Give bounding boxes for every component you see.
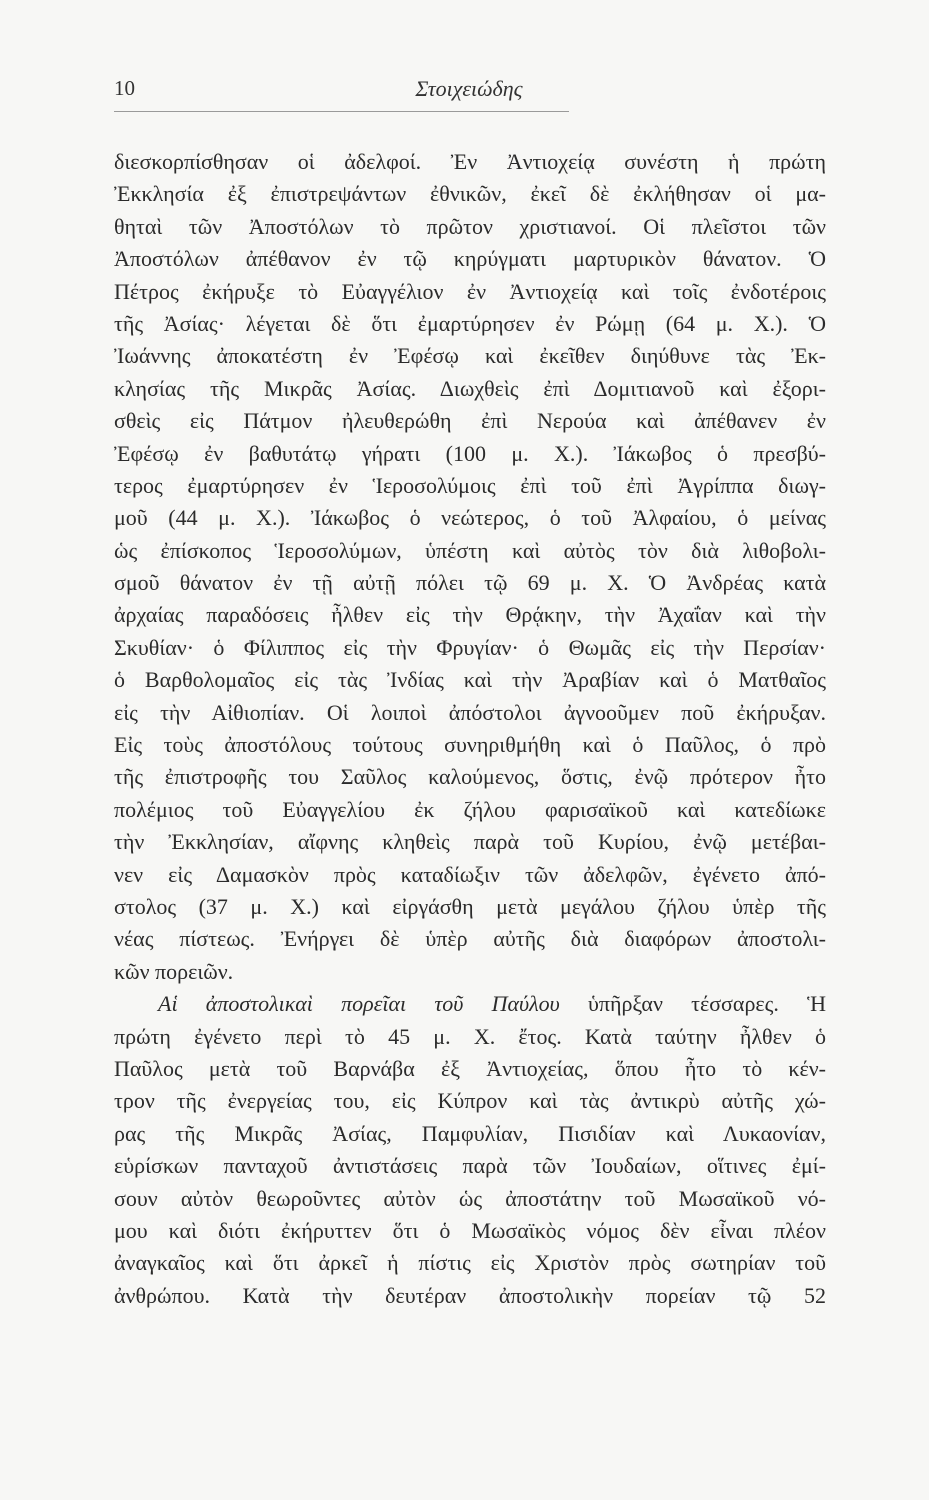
- text-line: σμοῦ θάνατον ἐν τῇ αὐτῇ πόλει τῷ 69 μ. Χ. Ὁ Ἀνδρέας κατὰ: [114, 570, 826, 596]
- page-number: 10: [114, 76, 135, 100]
- page-header: [114, 76, 824, 104]
- text-line: κῶν πορειῶν.: [114, 958, 234, 984]
- body-text: [114, 146, 826, 1312]
- text-span: ὑπῆρξαν τέσσαρες. Ἡ: [559, 991, 826, 1017]
- text-line: ρας τῆς Μικρᾶς Ἀσίας, Παμφυλίαν, Πισιδίαν καὶ Λυκαονίαν,: [114, 1120, 826, 1146]
- text-line: Ἐκκλησία ἐξ ἐπιστρεψάντων ἐθνικῶν, ἐκεῖ δὲ ἐκλήθησαν οἱ μα-: [114, 181, 826, 207]
- text-line: τὴν Ἐκκλησίαν, αἴφνης κληθεὶς παρὰ τοῦ Κυρίου, ἐνῷ μετέβαι-: [114, 829, 826, 855]
- text-line: νέας πίστεως. Ἐνήργει δὲ ὑπὲρ αὐτῆς διὰ διαφόρων ἀποστολι-: [114, 926, 826, 952]
- text-line: πολέμιος τοῦ Εὐαγγελίου ἐκ ζήλου φαρισαϊκοῦ καὶ κατεδίωκε: [114, 796, 826, 822]
- text-line: εἰς τὴν Αἰθιοπίαν. Οἱ λοιποὶ ἀπόστολοι ἀγνοοῦμεν ποῦ ἐκήρυξαν.: [114, 699, 826, 725]
- text-line: διεσκορπίσθησαν οἱ ἀδελφοί. Ἐν Ἀντιοχείᾳ συνέστη ἡ πρώτη: [114, 149, 826, 174]
- text-line: Εἰς τοὺς ἀποστόλους τούτους συνηριθμήθη καὶ ὁ Παῦλος, ὁ πρὸ: [114, 732, 826, 758]
- text-line: τερος ἐμαρτύρησεν ἐν Ἱεροσολύμοις ἐπὶ τοῦ ἐπὶ Ἀγρίππα διωγ-: [114, 472, 826, 498]
- text-line: ἀναγκαῖος καὶ ὅτι ἀρκεῖ ἡ πίστις εἰς Χριστὸν πρὸς σωτηρίαν τοῦ: [114, 1250, 826, 1276]
- text-line: σουν αὐτὸν θεωροῦντες αὐτὸν ὡς ἀποστάτην τοῦ Μωσαϊκοῦ νό-: [114, 1185, 826, 1211]
- paragraph-first-line: [114, 988, 826, 1020]
- text-line: εὑρίσκων πανταχοῦ ἀντιστάσεις παρὰ τῶν Ἰουδαίων, οἵτινες ἐμί-: [114, 1153, 826, 1179]
- text-line: Παῦλος μετὰ τοῦ Βαρνάβα ἐξ Ἀντιοχείας, ὅπου ἦτο τὸ κέν-: [114, 1055, 826, 1081]
- italic-phrase: Αἱ ἀποστολικαὶ πορεῖαι τοῦ Παύλου: [158, 991, 560, 1017]
- text-line: ἀρχαίας παραδόσεις ἦλθεν εἰς τὴν Θρᾴκην, τὴν Ἀχαΐαν καὶ τὴν: [114, 602, 826, 628]
- text-line: Ἐφέσῳ ἐν βαθυτάτῳ γήρατι (100 μ. Χ.). Ἰάκωβος ὁ πρεσβύ-: [114, 440, 826, 466]
- text-line: Πέτρος ἐκήρυξε τὸ Εὐαγγέλιον ἐν Ἀντιοχείᾳ καὶ τοῖς ἐνδοτέροις: [114, 278, 826, 304]
- header-rule: [114, 111, 569, 112]
- text-line: ἀνθρώπου. Κατὰ τὴν δευτέραν ἀποστολικὴν πορείαν τῷ 52: [114, 1282, 826, 1308]
- text-line: Σκυθίαν· ὁ Φίλιππος εἰς τὴν Φρυγίαν· ὁ Θωμᾶς εἰς τὴν Περσίαν·: [114, 634, 826, 660]
- text-line: μοῦ (44 μ. Χ.). Ἰάκωβος ὁ νεώτερος, ὁ τοῦ Ἀλφαίου, ὁ μείνας: [114, 505, 826, 531]
- running-title: Στοιχειώδης: [415, 76, 523, 101]
- text-line: πρώτη ἐγένετο περὶ τὸ 45 μ. Χ. ἔτος. Κατὰ ταύτην ἦλθεν ὁ: [114, 1023, 826, 1049]
- text-line: κλησίας τῆς Μικρᾶς Ἀσίας. Διωχθεὶς ἐπὶ Δομιτιανοῦ καὶ ἐξορι-: [114, 375, 826, 401]
- text-line: θηταὶ τῶν Ἀποστόλων τὸ πρῶτον χριστιανοί. Οἱ πλεῖστοι τῶν: [114, 213, 826, 239]
- text-line: μου καὶ διότι ἐκήρυττεν ὅτι ὁ Μωσαϊκὸς νόμος δὲν εἶναι πλέον: [114, 1217, 826, 1243]
- text-line: ὁ Βαρθολομαῖος εἰς τὰς Ἰνδίας καὶ τὴν Ἀραβίαν καὶ ὁ Ματθαῖος: [114, 667, 826, 693]
- text-line: τῆς Ἀσίας· λέγεται δὲ ὅτι ἐμαρτύρησεν ἐν Ρώμῃ (64 μ. Χ.). Ὁ: [114, 310, 826, 336]
- text-line: Ἰωάννης ἀποκατέστη ἐν Ἐφέσῳ καὶ ἐκεῖθεν διηύθυνε τὰς Ἐκ-: [114, 343, 826, 369]
- text-line: ὡς ἐπίσκοπος Ἱεροσολύμων, ὑπέστη καὶ αὐτὸς τὸν διὰ λιθοβολι-: [114, 537, 826, 563]
- text-line: τρον τῆς ἐνεργείας του, εἰς Κύπρον καὶ τὰς ἀντικρὺ αὐτῆς χώ-: [114, 1088, 826, 1114]
- text-line: τῆς ἐπιστροφῆς του Σαῦλος καλούμενος, ὅστις, ἐνῷ πρότερον ἦτο: [114, 764, 826, 790]
- text-line: σθεὶς εἰς Πάτμον ἠλευθερώθη ἐπὶ Νερούα καὶ ἀπέθανεν ἐν: [114, 408, 826, 434]
- text-line: Ἀποστόλων ἀπέθανον ἐν τῷ κηρύγματι μαρτυρικὸν θάνατον. Ὁ: [114, 246, 826, 272]
- text-line: νεν εἰς Δαμασκὸν πρὸς καταδίωξιν τῶν ἀδελφῶν, ἐγένετο ἀπό-: [114, 861, 826, 887]
- text-line: στολος (37 μ. Χ.) καὶ εἰργάσθη μετὰ μεγάλου ζήλου ὑπὲρ τῆς: [114, 893, 826, 919]
